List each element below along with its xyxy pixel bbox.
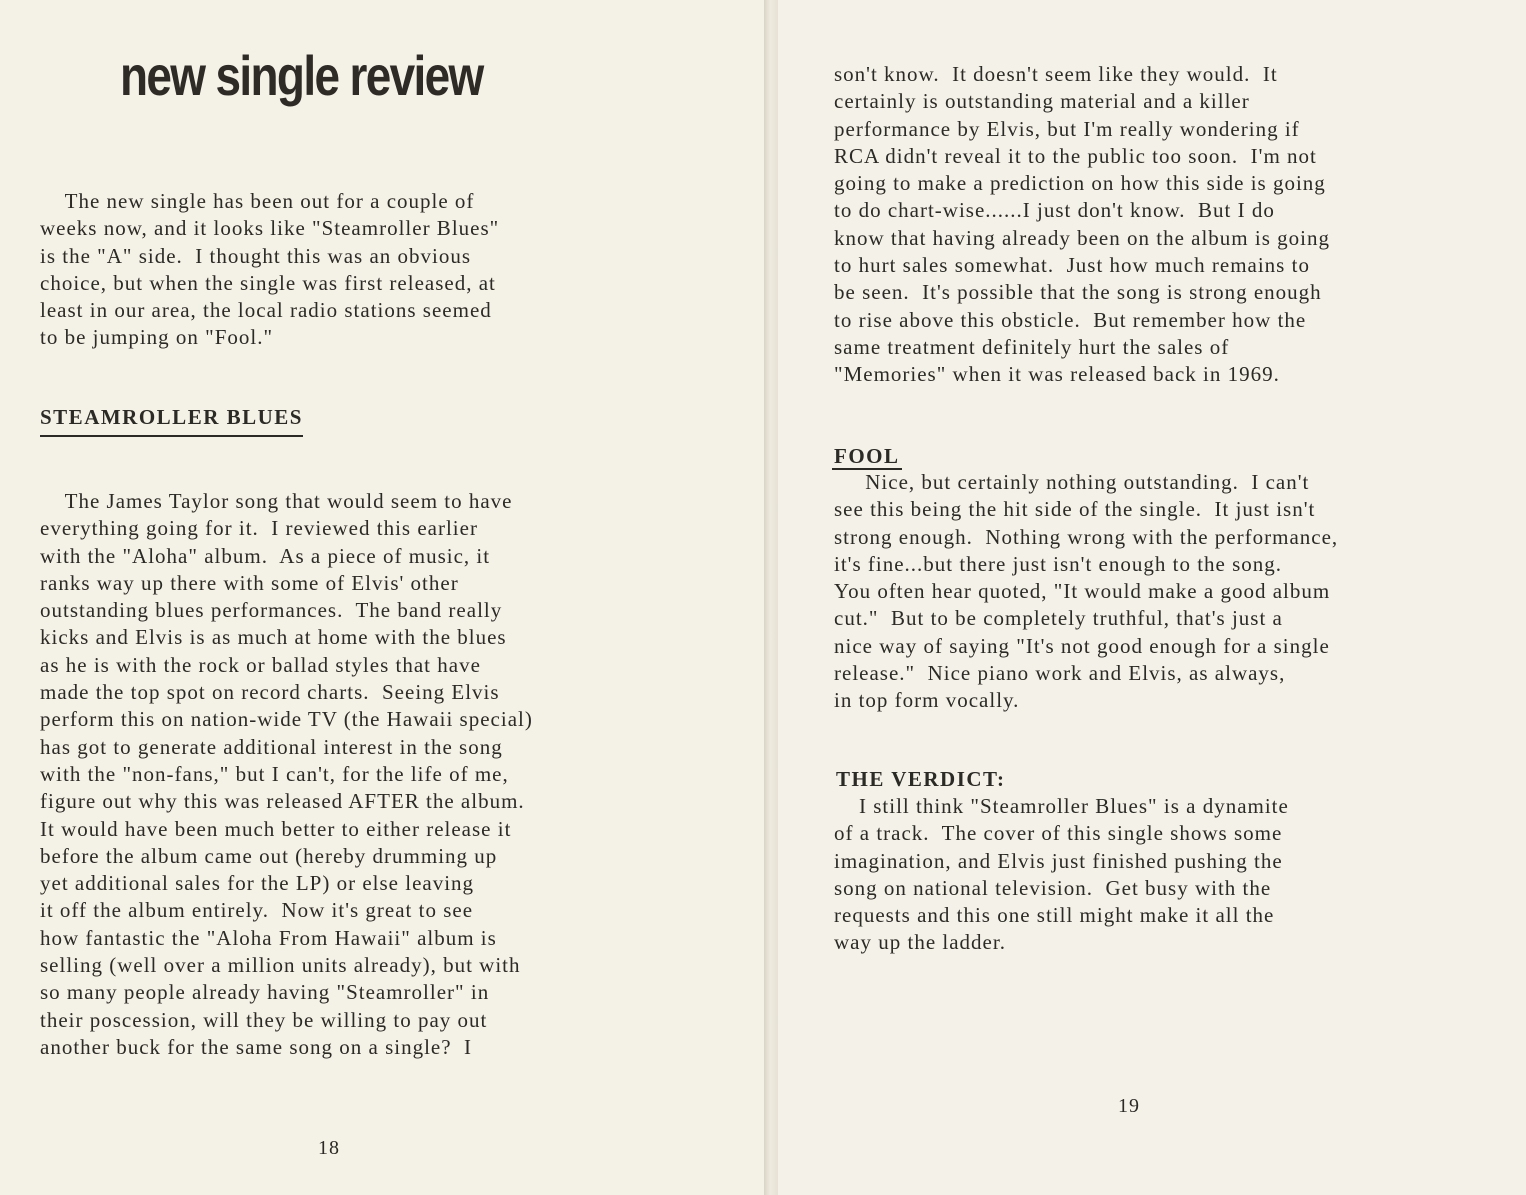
page-title: new single review bbox=[120, 44, 483, 107]
fool-review: Nice, but certainly nothing outstanding. I can't see this being the hit side of the single. It just isn't strong enough. Nothing wrong with the performance, it's fine...but there just isn't enough to the song. You often hear quoted, "It would make a good album cut." But to be completely truthful, that's just a nice way of saying "It's not good enough for a single release." Nice piano work and Elvis, as always, in top form vocally. bbox=[834, 470, 1339, 713]
page-number-right: 19 bbox=[1118, 1095, 1140, 1117]
binding-gutter bbox=[764, 0, 778, 1195]
verdict-paragraph: I still think "Steamroller Blues" is a dynamite of a track. The cover of this single shows some imagination, and Elvis just finished pushing the song on national television. Get busy with the requests and this one still might make it all the way up the ladder. bbox=[834, 794, 1289, 955]
steamroller-heading: STEAMROLLER BLUES bbox=[40, 404, 303, 437]
fool-heading: FOOL bbox=[834, 444, 900, 468]
verdict-heading: THE VERDICT: bbox=[836, 767, 1006, 791]
intro-paragraph: The new single has been out for a couple of weeks now, and it looks like "Steamroller Blues" is the "A" side. I thought this was an obvious choice, but when the single was first released, at least in our area, the local radio stations seemed to be jumping on "Fool." bbox=[40, 189, 500, 350]
steamroller-review: The James Taylor song that would seem to have everything going for it. I reviewed this earlier with the "Aloha" album. As a piece of music, it ranks way up there with some of Elvis' other outstanding blues performances. The band really kicks and Elvis is as much at home with the blues as he is with the rock or ballad styles that have made the top spot on record charts. Seeing Elvis perform this on nation-wide TV (the Hawaii special) has got to generate additional interest in the song with the "non-fans," but I can't, for the life of me, figure out why this was released AFTER the album. It would have been much better to either release it before the album came out (hereby drumming up yet additional sales for the LP) or else leaving it off the album entirely. Now it's great to see how fantastic the "Aloha From Hawaii" album is selling (well over a million units already), but with so many people already having "Steamroller" in their poscession, will they be willing to pay out another buck for the same song on a single? I bbox=[40, 489, 533, 1059]
page-number-left: 18 bbox=[318, 1137, 340, 1159]
steamroller-review-continued: son't know. It doesn't seem like they would. It certainly is outstanding material and a killer performance by Elvis, but I'm really wondering if RCA didn't reveal it to the public too soon. I'm not going to make a prediction on how this side is going to do chart-wise......I just don't know. But I do know that having already been on the album is going to hurt sales somewhat. Just how much remains to be seen. It's possible that the song is strong enough to rise above this obsticle. But remember how the same treatment definitely hurt the sales of "Memories" when it was released back in 1969. bbox=[834, 62, 1330, 387]
